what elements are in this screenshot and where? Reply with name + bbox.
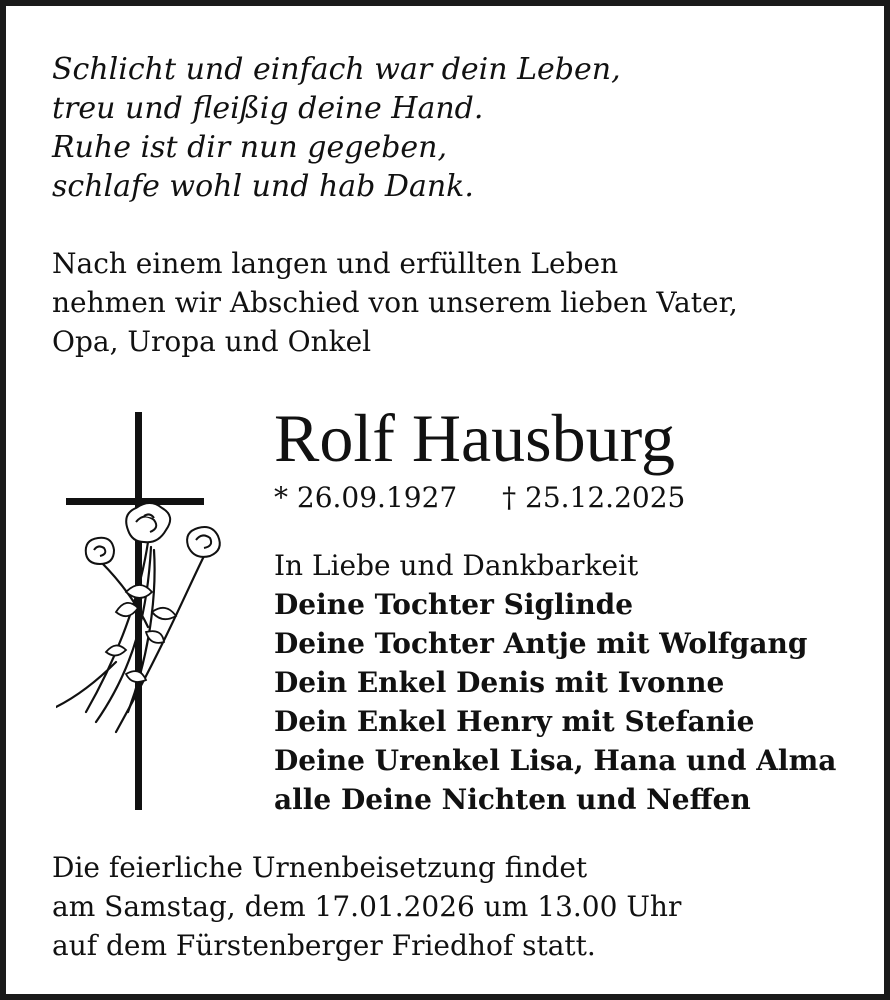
deceased-name: Rolf Hausburg (274, 400, 676, 476)
dedication: In Liebe und Dankbarkeit (274, 549, 639, 582)
mourner-line: Dein Enkel Henry mit Stefanie (274, 705, 755, 738)
mourner-line: Deine Tochter Antje mit Wolfgang (274, 627, 808, 660)
intro-line: nehmen wir Abschied von unserem lieben Vater, (52, 286, 738, 319)
mourner-line: Deine Urenkel Lisa, Hana und Alma (274, 744, 837, 777)
mourner-line: Dein Enkel Denis mit Ivonne (274, 666, 725, 699)
poem-line: Ruhe ist dir nun gegeben, (52, 130, 448, 165)
birth-date: * 26.09.1927 (274, 481, 458, 514)
service-line: Die feierliche Urnenbeisetzung findet (52, 851, 588, 884)
intro-line: Opa, Uropa und Onkel (52, 325, 372, 358)
poem-line: schlafe wohl und hab Dank. (52, 169, 474, 204)
funeral-service-info (52, 848, 681, 965)
life-dates (274, 480, 685, 516)
service-line: am Samstag, dem 17.01.2026 um 13.00 Uhr (52, 890, 682, 923)
intro-line: Nach einem langen und erfüllten Leben (52, 247, 619, 280)
service-line: auf dem Fürstenberger Friedhof statt. (52, 929, 596, 962)
cross-with-roses-icon (56, 412, 246, 812)
poem-line: Schlicht und einfach war dein Leben, (52, 52, 621, 87)
mourner-line: Deine Tochter Siglinde (274, 588, 634, 621)
mourners-block (274, 546, 836, 819)
intro-text (52, 244, 738, 361)
poem-line: treu und fleißig deine Hand. (52, 91, 484, 126)
poem (52, 50, 621, 206)
mourner-line: alle Deine Nichten und Neffen (274, 783, 751, 816)
death-date: † 25.12.2025 (502, 481, 686, 514)
